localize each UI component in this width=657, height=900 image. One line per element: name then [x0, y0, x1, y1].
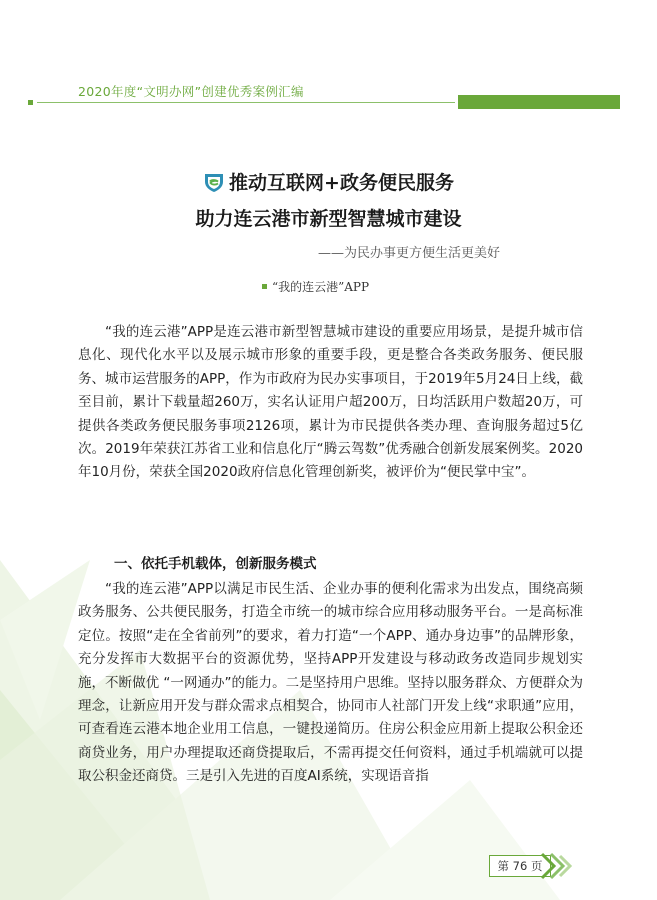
article-title-line2: 助力连云港市新型智慧城市建设 — [195, 208, 462, 230]
header-rule — [37, 102, 455, 103]
article-subtitle: ——为民办事更方便生活更美好 — [318, 246, 501, 261]
header-title: 2020年度“文明办网”创建优秀案例汇编 — [78, 84, 304, 99]
header-dot — [28, 100, 33, 105]
article-title-line1 — [0, 168, 657, 195]
case-label-text: “我的连云港”APP — [272, 280, 370, 294]
body-paragraph-2: “我的连云港”APP以满足市民生活、企业办事的便利化需求为出发点，围绕高频政务服务、公共便民服务，打造全市统一的城市综合应用移动服务平台。一是高标准定位。按照“走在全省前列”的要求，着力打造“一个APP、通办身边事”的品牌形象，充分发挥市大数据平台的资源优势，坚持APP开发建设与移动政务改造同步规划实施，不断做优 “一网通办”的能力。二是坚持用户思维。坚持以服务群众、方便群众为理念，让新应用开发与群众需求点相契合，协同市人社部门开发上线“求职通”应用，可查看连云港本地企业用工信息，一键投递简历。住房公积金应用新上提取公积金还商贷业务，用户办理提取还商贷提取后，不需再提交任何资料，通过手机端就可以提取公积金还商贷。三是引入先进的百度AI系统，实现语音指 — [78, 581, 583, 785]
case-label — [262, 278, 369, 295]
header-accent-bar — [458, 95, 620, 109]
article-title-text1: 推动互联网+政务便民服务 — [229, 172, 454, 194]
page-number: 第 76 页 — [489, 855, 551, 877]
bullet-square-icon — [262, 284, 267, 289]
chevron-right-icon — [538, 851, 574, 881]
wenming-logo-icon — [203, 171, 225, 193]
section-heading-1: 一、依托手机载体，创新服务模式 — [114, 556, 317, 572]
body-paragraph-1: “我的连云港”APP是连云港市新型智慧城市建设的重要应用场景，是提升城市信息化、现代化水平以及展示城市形象的重要手段，更是整合各类政务服务、便民服务、城市运营服务的APP，作为市政府为民办实事项目，于2019年5月24日上线，截至目前，累计下载量超260万，实名认证用户超200万，日均活跃用户数超20万，可提供各类政务便民服务事项2126项，累计为市民提供各类办理、查询服务超过5亿次。2019年荣获江苏省工业和信息化厅“腾云驾数”优秀融合创新发展案例奖。2020年10月份，荣获全国2020政府信息化管理创新奖，被评价为“便民掌中宝”。 — [78, 324, 583, 481]
